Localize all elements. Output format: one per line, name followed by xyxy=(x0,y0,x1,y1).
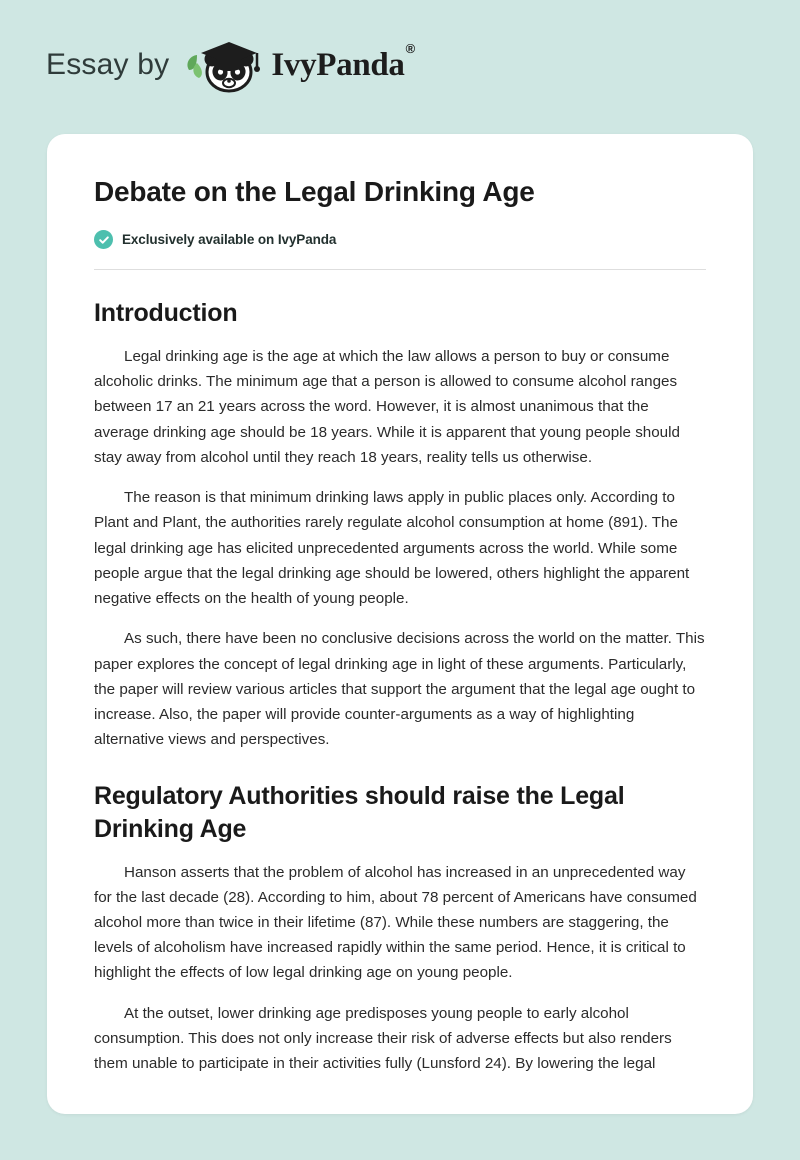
registered-mark: ® xyxy=(405,40,415,56)
brand-wordmark xyxy=(271,40,415,84)
paragraph: Legal drinking age is the age at which the law allows a person to buy or consume alcoholic drinks. The minimum age that a person is allowed to consume alcohol ranges between 17 an 21 years across the word. However, it is almost unanimous that the average drinking age should be 18 years. While it is apparent that young people should stay away from alcohol until they reach 18 years, reality tells us otherwise. xyxy=(94,348,680,466)
brand-header xyxy=(0,0,800,92)
paragraph: As such, there have been no conclusive decisions across the world on the matter. This paper explores the concept of legal drinking age in light of these arguments. Particularly, the paper will review various articles that support the argument that the legal age ought to increase. Also, the paper will provide counter-arguments as a way of highlighting alternative views and perspectives. xyxy=(94,630,705,749)
title-divider xyxy=(94,269,706,270)
exclusivity-label: Exclusively available on IvyPanda xyxy=(122,232,337,247)
brand-logo[interactable] xyxy=(183,34,414,96)
panda-graduate-logo-icon xyxy=(183,34,269,96)
brand-wordmark-text: IvyPanda xyxy=(271,46,405,83)
section-heading-regulatory-authorities: Regulatory Authorities should raise the Legal Drinking Age xyxy=(94,781,625,843)
paragraph: At the outset, lower drinking age predisposes young people to early alcohol consumption. This does not only increase their risk of adverse effects but also renders them unable to participate in their activities fully (Lunsford 24). By lowering the legal xyxy=(94,1004,672,1073)
exclusivity-badge xyxy=(94,230,706,249)
paragraph: The reason is that minimum drinking laws apply in public places only. According to Plant and Plant, the authorities rarely regulate alcohol consumption at home (891). The legal drinking age has elicited unprecedented arguments across the world. While some people argue that the legal drinking age should be lowered, others highlight the apparent negative effects on the health of young people. xyxy=(94,489,690,608)
page-title: Debate on the Legal Drinking Age xyxy=(94,176,535,207)
section-heading-introduction: Introduction xyxy=(94,299,238,327)
document-card xyxy=(47,134,753,1114)
check-circle-icon xyxy=(94,230,113,249)
paragraph: Hanson asserts that the problem of alcohol has increased in an unprecedented way for the last decade (28). According to him, about 78 percent of Americans have consumed alcohol more than twice in their lifetime (87). While these numbers are staggering, the levels of alcoholism have increased rapidly within the same period. Hence, it is critical to highlight the effects of low legal drinking age on young people. xyxy=(94,863,697,982)
brand-prefix: Essay by xyxy=(46,48,170,81)
